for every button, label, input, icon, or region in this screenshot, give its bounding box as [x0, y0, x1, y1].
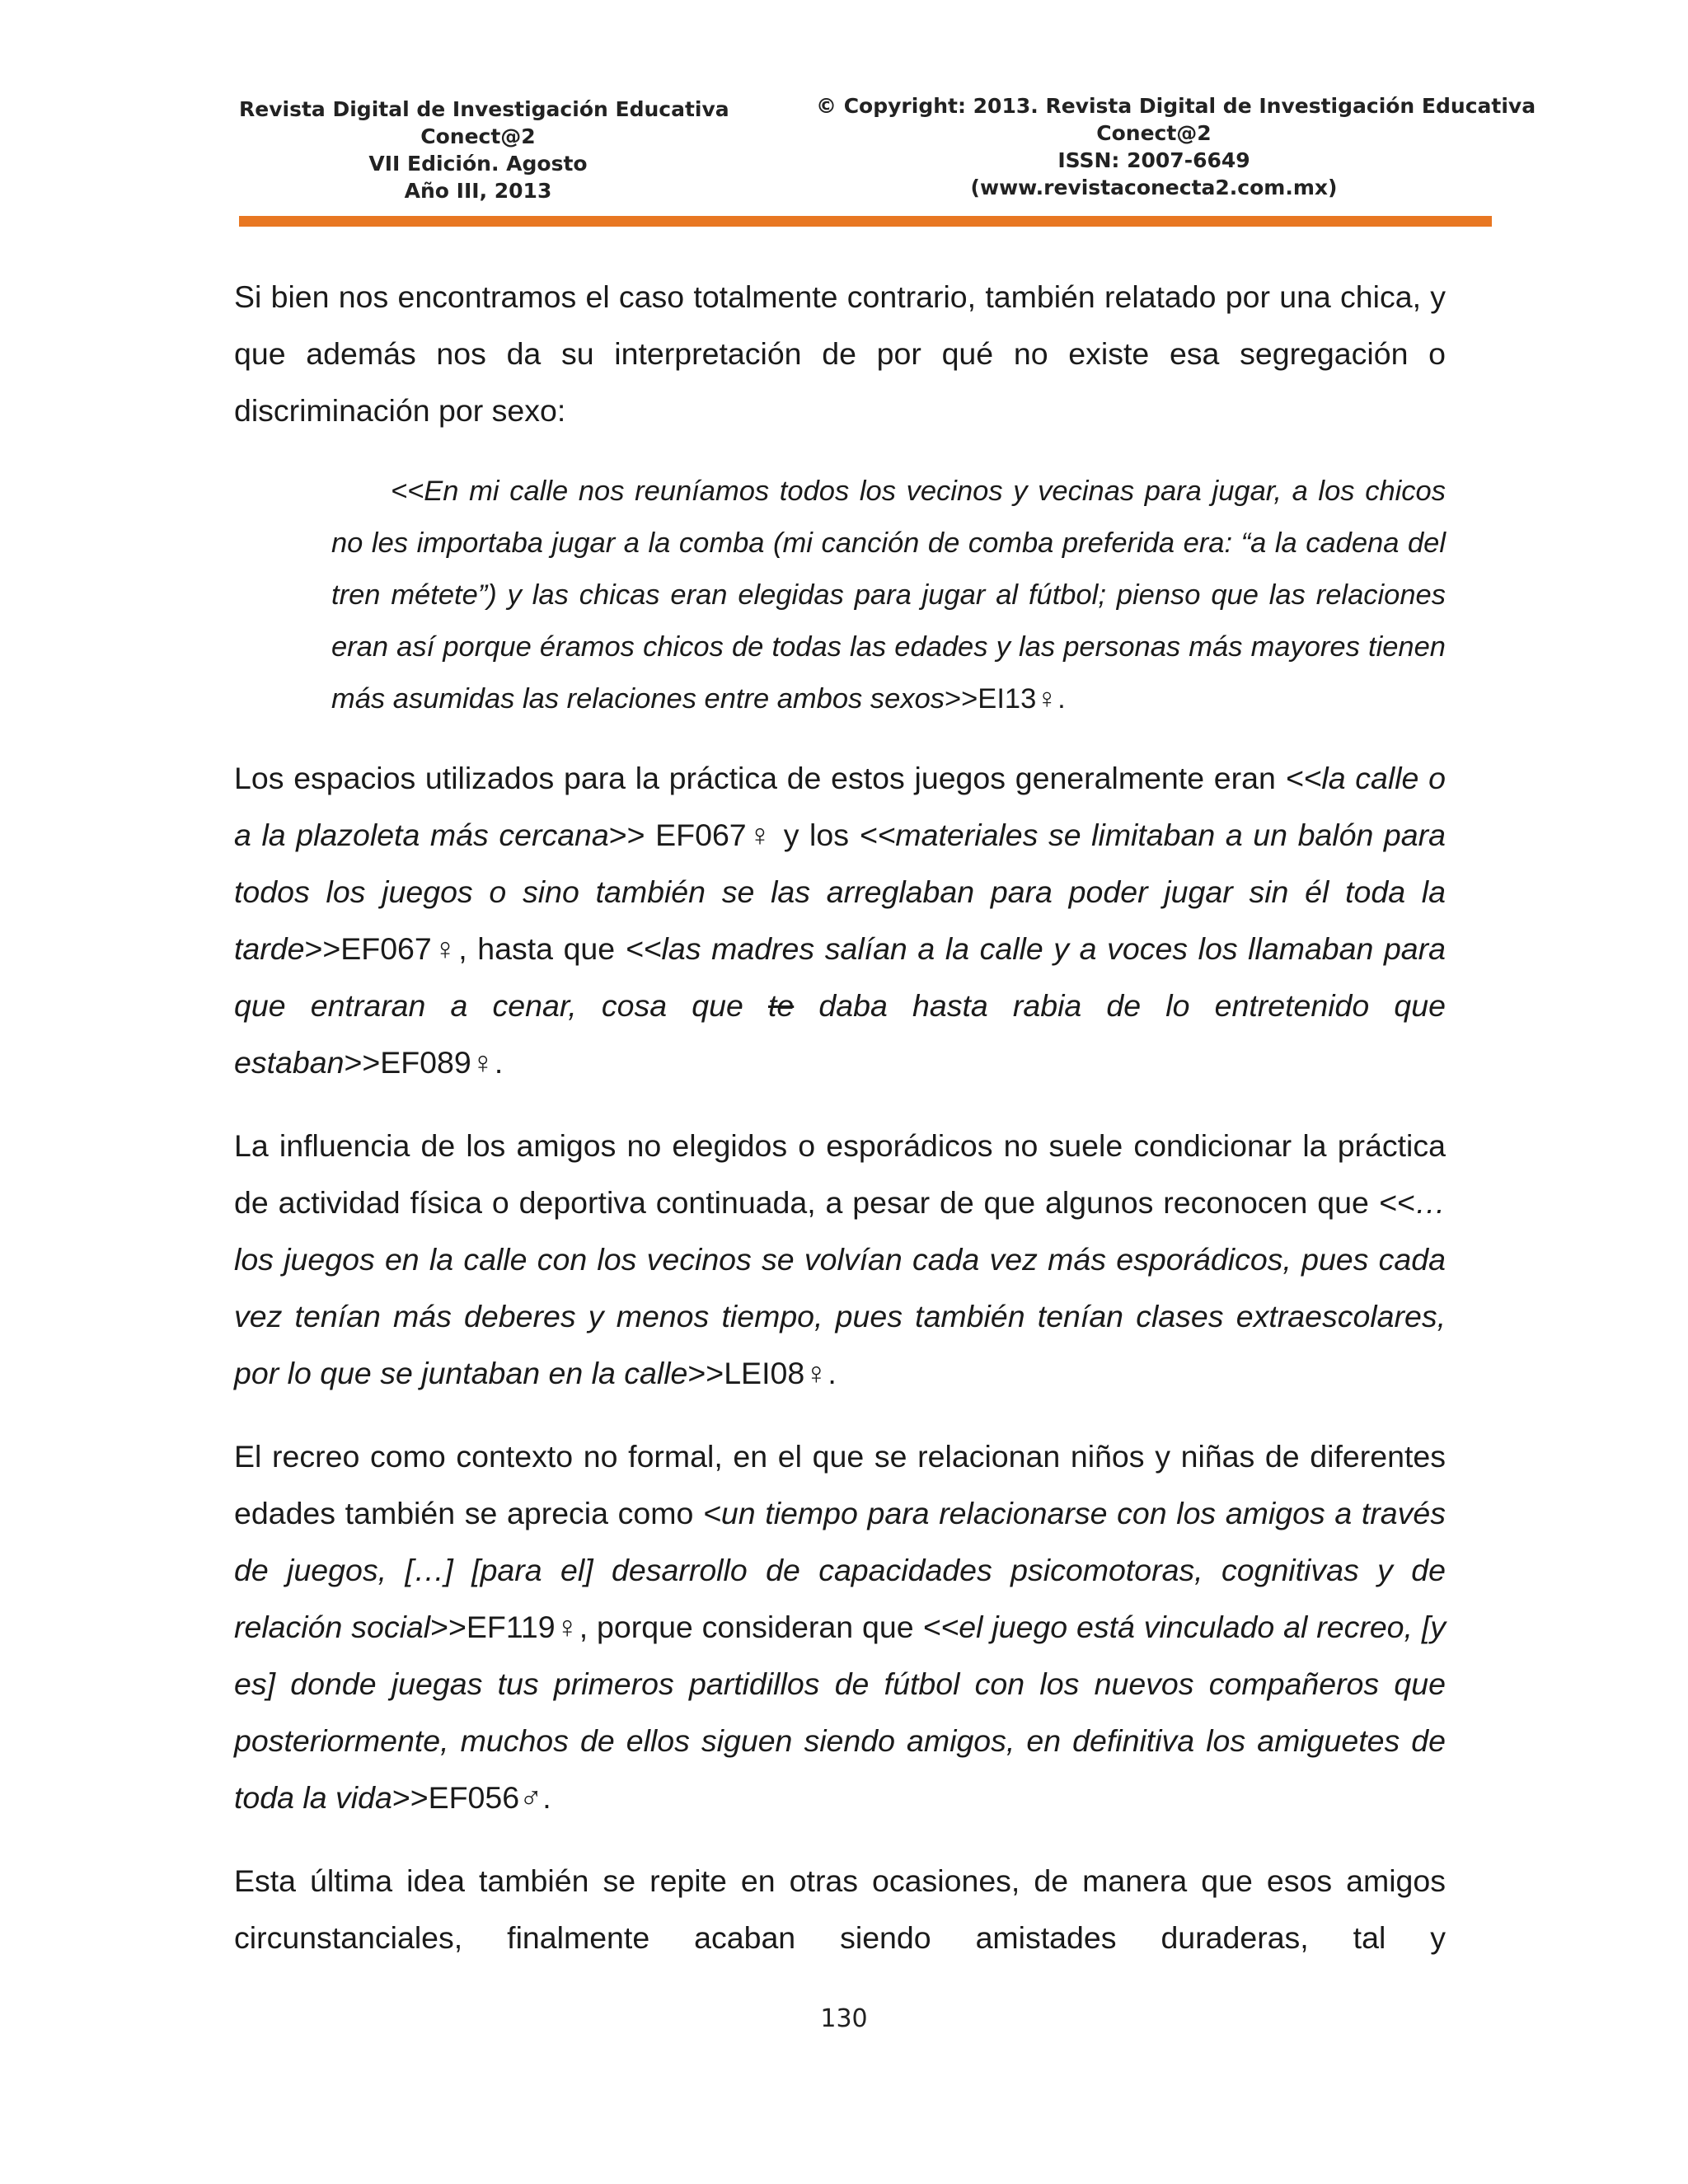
paragraph-3 [234, 1118, 1446, 1402]
block-quote-text: <<En mi calle nos reuníamos todos los vecinos y vecinas para jugar, a los chicos no les importaba jugar a la comba (mi canción de comba preferida era: “a la cadena del tren métete”) y las chicas eran elegidas para jugar al fútbol; pienso que las relaciones eran así porque éramos chicos de todas las edades y las personas más mayores tienen más asumidas las relaciones entre ambos sexos [331, 476, 1446, 715]
copyright-journal-name: Conect@2 [1096, 121, 1212, 145]
paragraph-1 [234, 269, 1446, 439]
block-quote [331, 466, 1446, 725]
year: Año III, 2013 [404, 179, 552, 203]
quote-fragment: <un tiempo para relacionarse con los amigos a través de juegos, […] [para el] desarrollo de capacidades psicomotoras, cognitivas y de relación social [234, 1496, 1446, 1644]
citation-reference: >>EF119♀, porque consideran que [430, 1610, 923, 1644]
copyright-line: © Copyright: 2013. Revista Digital de Investigación Educativa [816, 94, 1536, 118]
quote-fragment: <<el juego está vinculado al recreo, [y es] donde juegas tus primeros partidillos de fútbol con los nuevos compañeros que posteriormente, muchos de ellos siguen siendo amigos, en definitiva los amiguetes de toda la vida [234, 1610, 1447, 1815]
quote-fragment: daba hasta rabia de lo entretenido que estaban [234, 988, 1446, 1080]
quote-fragment: <<las madres salían a la calle y a voces los llamaban para que entraran a cenar, cosa que [234, 931, 1447, 1023]
quote-fragment: <<materiales se limitaban a un balón para todos los juegos o sino también se las arreglaban para poder jugar sin él toda la tarde [234, 818, 1446, 966]
quote-fragment: <<la calle o a la plazoleta más cercana [234, 761, 1446, 852]
page-header [239, 92, 1536, 232]
paragraph-5-text: Esta última idea también se repite en otras ocasiones, de manera que esos amigos circunstanciales, finalmente acaban siendo amistades duraderas, tal y [234, 1863, 1446, 1955]
paragraph-1-text: Si bien nos encontramos el caso totalmente contrario, también relatado por una chica, y que además nos da su interpretación de por qué no existe esa segregación o discriminación por sexo: [234, 279, 1446, 428]
journal-name: Conect@2 [420, 124, 536, 148]
paragraph-2-text: Los espacios utilizados para la práctica de estos juegos generalmente eran [234, 761, 1286, 795]
paragraph-2 [234, 750, 1446, 1091]
journal-info [239, 96, 729, 204]
header-divider [239, 216, 1492, 227]
citation-reference: >>EF089♀. [344, 1045, 504, 1080]
paragraph-3-text: La influencia de los amigos no elegidos o esporádicos no suele condicionar la práctica de actividad física o deportiva continuada, a pesar de que algunos reconocen que [234, 1128, 1446, 1220]
citation-reference: >>EF056♂. [392, 1780, 551, 1815]
citation-reference: >>LEI08♀. [687, 1356, 837, 1390]
copyright-info [816, 92, 1536, 201]
paragraph-4 [234, 1428, 1446, 1826]
struck-word: te [767, 988, 795, 1023]
citation-reference: >>EF067♀, hasta que [304, 931, 626, 966]
paragraph-5 [234, 1853, 1446, 1966]
issn: ISSN: 2007-6649 [1057, 148, 1250, 172]
edition: VII Edición. Agosto [368, 152, 588, 176]
article-body [234, 269, 1446, 1993]
block-quote-reference: >>EI13♀. [945, 683, 1066, 715]
website: (www.revistaconecta2.com.mx) [970, 176, 1338, 199]
page-number: 130 [820, 2004, 868, 2033]
quote-fragment: <<… los juegos en la calle con los vecinos se volvían cada vez más esporádicos, pues cada vez tenían más deberes y menos tiempo, pues también tenían clases extraescolares, por lo que se juntaban en la calle [234, 1185, 1446, 1390]
paragraph-4-text: El recreo como contexto no formal, en el que se relacionan niños y niñas de diferentes edades también se aprecia como [234, 1439, 1446, 1530]
journal-title: Revista Digital de Investigación Educativa [239, 97, 729, 121]
citation-reference: >> EF067♀ y los [608, 818, 860, 852]
